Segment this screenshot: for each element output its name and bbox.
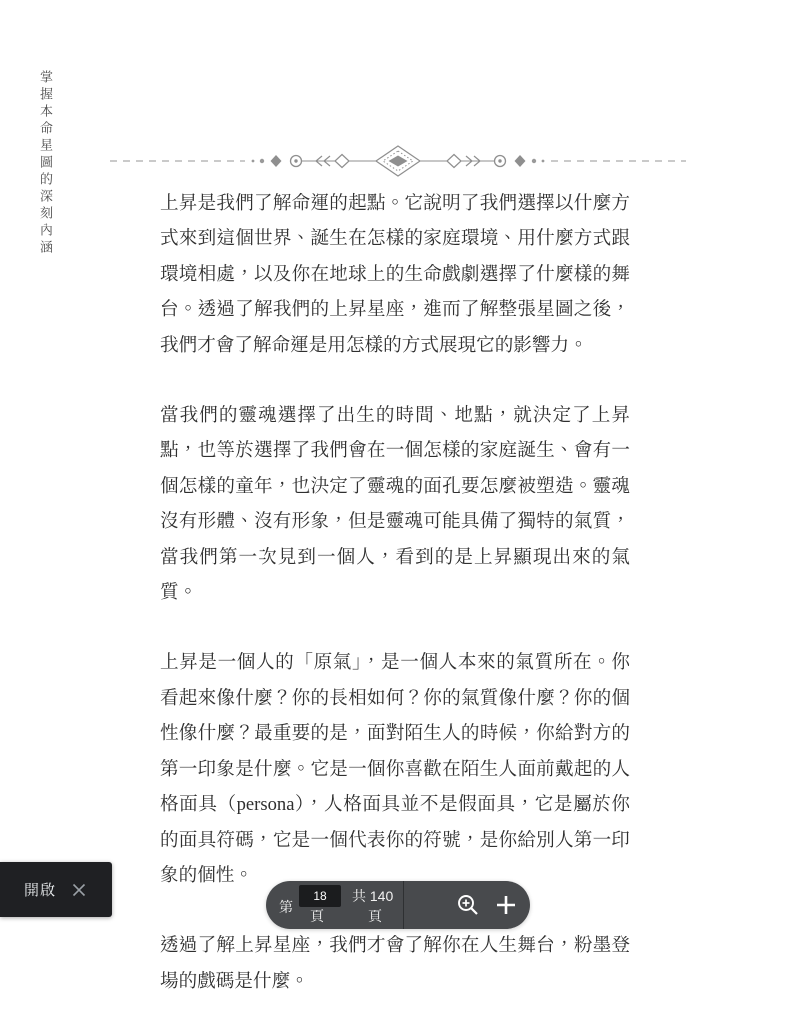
page-unit-label: 頁 (310, 908, 324, 924)
body-paragraph: 透過了解上昇星座，我們才會了解你在人生舞台，粉墨登場的戲碼是什麼。 (160, 935, 630, 992)
close-icon[interactable] (71, 882, 87, 898)
body-paragraph: 上昇是我們了解命運的起點。它說明了我們選擇以什麼方式來到這個世界、誕生在怎樣的家庭環境、用什麼方式跟環境相處，以及你在地球上的生命戲劇選擇了什麼樣的舞台。透過了解我們的上昇星座，進而了解整張星圖之後，我們才會了解命運是用怎樣的方式展現它的影響力。 (160, 193, 630, 356)
plus-button[interactable] (486, 881, 526, 929)
open-snackbar (0, 862, 112, 917)
total-pages-unit-label: 頁 (368, 908, 382, 924)
page-navigation-toolbar (266, 881, 530, 929)
body-paragraph: 當我們的靈魂選擇了出生的時間、地點，就決定了上昇點，也等於選擇了我們會在一個怎樣的家庭誕生、會有一個怎樣的童年，也決定了靈魂的面孔要怎麼被塑造。靈魂沒有形體、沒有形象，但是靈魂可能具備了獨特的氣質，當我們第一次見到一個人，看到的是上昇顯現出來的氣質。 (160, 405, 630, 604)
total-pages-label: 共 140 (352, 888, 394, 904)
zoom-in-magnifier-button[interactable] (448, 881, 488, 929)
chapter-margin-note: 掌握本命星圖的深刻內涵 (38, 70, 53, 257)
page-prefix-label: 第 (279, 899, 293, 915)
body-paragraph: 上昇是一個人的「原氣」，是一個人本來的氣質所在。你看起來像什麼？你的長相如何？你的氣質像什麼？你的個性像什麼？最重要的是，面對陌生人的時候，你給對方的第一印象是什麼。它是一個你喜歡在陌生人面前戴起的人格面具（persona），人格面具並不是假面具，它是屬於你的面具符碼，它是一個代表你的符號，是你給別人第一印象的個性。 (160, 652, 630, 886)
toolbar-divider (403, 881, 404, 929)
page-number-input[interactable] (299, 885, 341, 907)
open-button[interactable]: 開啟 (24, 882, 57, 899)
section-divider-ornament (110, 141, 686, 181)
